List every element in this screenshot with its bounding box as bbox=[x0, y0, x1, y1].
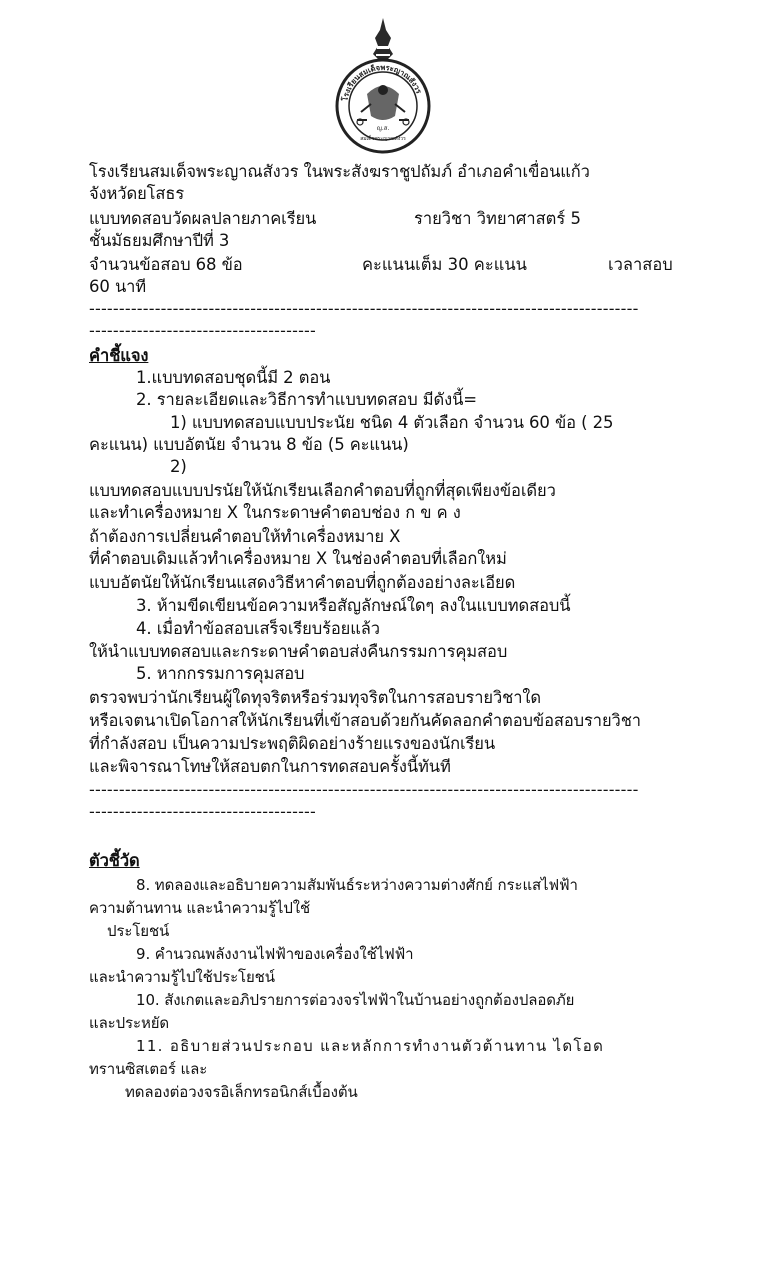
instruction-item-2-1: 1) แบบทดสอบแบบประนัย ชนิด 4 ตัวเลือก จำนวน 60 ข้อ ( 25 bbox=[170, 413, 614, 432]
seal-initials: ญ.ส. bbox=[376, 125, 390, 132]
indicator-10-cont: และประหยัด bbox=[89, 1014, 170, 1032]
header-school-line: โรงเรียนสมเด็จพระญาณสังวร ในพระสังฆราชูปถัมภ์ อำเภอคำเขื่อนแก้ว bbox=[89, 162, 590, 181]
header-time-value: 60 นาที bbox=[89, 277, 147, 296]
instruction-paragraph: แบบทดสอบแบบปรนัยให้นักเรียนเลือกคำตอบที่ถูกที่สุดเพียงข้อเดียว bbox=[89, 481, 556, 500]
instruction-paragraph: ที่คำตอบเดิมแล้วทำเครื่องหมาย X ในช่องคำตอบที่เลือกใหม่ bbox=[89, 549, 507, 568]
indicator-10: 10. สังเกตและอภิปรายการต่อวงจรไฟฟ้าในบ้านอย่างถูกต้องปลอดภัย bbox=[136, 991, 575, 1009]
indicator-11-cont: ทดลองต่อวงจรอิเล็กทรอนิกส์เบื้องต้น bbox=[125, 1083, 358, 1101]
instruction-item-1: 1.แบบทดสอบชุดนี้มี 2 ตอน bbox=[136, 368, 331, 387]
instruction-paragraph: หรือเจตนาเปิดโอกาสให้นักเรียนที่เข้าสอบด้วยกันคัดลอกคำตอบข้อสอบรายวิชา bbox=[89, 711, 641, 730]
instruction-paragraph: และทำเครื่องหมาย X ในกระดาษคำตอบช่อง ก ข ค ง bbox=[89, 503, 461, 522]
instruction-item-4: 4. เมื่อทำข้อสอบเสร็จเรียบร้อยแล้ว bbox=[136, 619, 380, 638]
indicator-11-cont: ทรานซิสเตอร์ และ bbox=[89, 1060, 208, 1078]
header-exam-title: แบบทดสอบวัดผลปลายภาคเรียน bbox=[89, 209, 317, 228]
indicator-8: 8. ทดลองและอธิบายความสัมพันธ์ระหว่างความต่างศักย์ กระแสไฟฟ้า bbox=[136, 876, 578, 894]
indicator-8-cont: ประโยชน์ bbox=[107, 922, 170, 940]
seal-bottom-text: สมเด็จพระญาณสังวร bbox=[360, 136, 406, 142]
header-time-label: เวลาสอบ bbox=[608, 255, 673, 274]
divider-short: -------------------------------------- bbox=[89, 802, 316, 821]
divider-short: -------------------------------------- bbox=[89, 321, 316, 340]
instruction-paragraph: ตรวจพบว่านักเรียนผู้ใดทุจริตหรือร่วมทุจริตในการสอบรายวิชาใด bbox=[89, 688, 541, 707]
header-subject: รายวิชา วิทยาศาสตร์ 5 bbox=[414, 209, 581, 228]
instruction-paragraph: แบบอัตนัยให้นักเรียนแสดงวิธีหาคำตอบที่ถูกต้องอย่างละเอียด bbox=[89, 573, 516, 592]
indicator-11: 11. อธิบายส่วนประกอบ และหลักการทำงานตัวต้านทาน ไดโอด bbox=[136, 1037, 605, 1055]
indicator-9-cont: และนำความรู้ไปใช้ประโยชน์ bbox=[89, 968, 275, 986]
header-grade: ชั้นมัธยมศึกษาปีที่ 3 bbox=[89, 231, 230, 250]
instruction-paragraph: และพิจารณาโทษให้สอบตกในการทดสอบครั้งนี้ทันที bbox=[89, 757, 451, 776]
header-question-count: จำนวนข้อสอบ 68 ข้อ bbox=[89, 255, 243, 274]
indicator-9: 9. คำนวณพลังงานไฟฟ้าของเครื่องใช้ไฟฟ้า bbox=[136, 945, 414, 963]
divider-long: -------------------------------------------------------------------------------------------- bbox=[89, 299, 639, 318]
school-seal-icon bbox=[327, 16, 439, 156]
instruction-paragraph: ถ้าต้องการเปลี่ยนคำตอบให้ทำเครื่องหมาย X bbox=[89, 527, 401, 546]
instruction-item-2-2: 2) bbox=[170, 457, 187, 476]
instruction-item-3: 3. ห้ามขีดเขียนข้อความหรือสัญลักษณ์ใดๆ ลงในแบบทดสอบนี้ bbox=[136, 596, 571, 615]
header-full-score: คะแนนเต็ม 30 คะแนน bbox=[362, 255, 527, 274]
indicators-heading: ตัวชี้วัด bbox=[89, 851, 140, 870]
instructions-heading: คำชี้แจง bbox=[89, 346, 149, 365]
indicator-8-cont: ความต้านทาน และนำความรู้ไปใช้ bbox=[89, 899, 311, 917]
instruction-item-5: 5. หากกรรมการคุมสอบ bbox=[136, 664, 305, 683]
divider-long: -------------------------------------------------------------------------------------------- bbox=[89, 780, 639, 799]
instruction-paragraph: ที่กำลังสอบ เป็นความประพฤติผิดอย่างร้ายแรงของนักเรียน bbox=[89, 734, 496, 753]
instruction-paragraph: ให้นำแบบทดสอบและกระดาษคำตอบส่งคืนกรรมการคุมสอบ bbox=[89, 642, 508, 661]
instruction-item-2: 2. รายละเอียดและวิธีการทำแบบทดสอบ มีดังนี้= bbox=[136, 390, 478, 409]
instruction-item-2-1-cont: คะแนน) แบบอัตนัย จำนวน 8 ข้อ (5 คะแนน) bbox=[89, 435, 409, 454]
header-province: จังหวัดยโสธร bbox=[89, 184, 185, 203]
seal-ring-text: โรงเรียนสมเด็จพระญาณสังวร bbox=[340, 62, 424, 102]
